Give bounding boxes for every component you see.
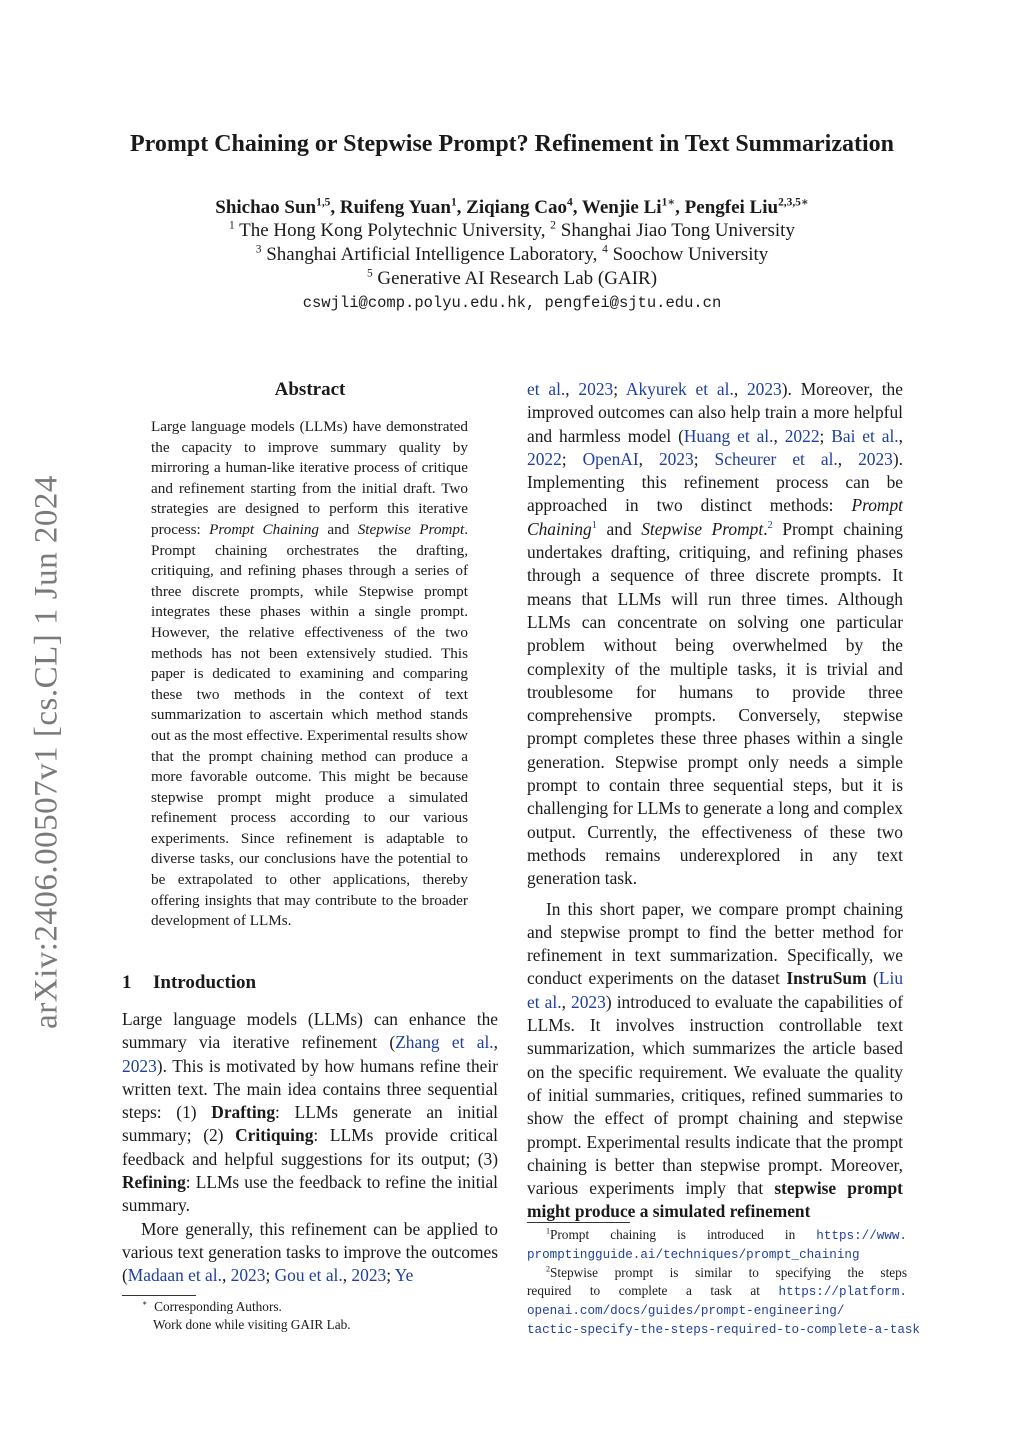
- affiliation-line-3: [0, 268, 1024, 290]
- citation-link[interactable]: 2023: [578, 379, 614, 399]
- footnote-line: [527, 1320, 920, 1339]
- citation-link[interactable]: Gou et al.: [274, 1265, 343, 1286]
- footnote-line: [527, 1301, 907, 1320]
- author-name: Wenjie Li: [581, 197, 662, 218]
- affiliation-name: Shanghai Artificial Intelligence Laboratory,: [261, 244, 603, 265]
- intro-paragraph-4: In this short paper, we compare prompt chaining and stepwise prompt to find the better method for refinement in text summarization. Specifically, we conduct experiments on the dataset InstruSum (Liu et al., 2023) introduced to evaluate the capabilities of LLMs. It involves instruction controllable text summarization, which summarizes the article based on the specific requirement. We evaluate the quality of initial summaries, critiques, refined summaries to show the effect of prompt chaining and stepwise prompt. Experimental results indicate that the prompt chaining is better than stepwise prompt. Moreover, various experiments imply that stepwise prompt might produce a simulated refinement: [527, 898, 904, 1222]
- right-column-body: [527, 378, 903, 1224]
- affiliation-number: 2: [550, 219, 556, 232]
- footnote-1: [527, 1226, 907, 1264]
- abstract-body: Large language models (LLMs) have demonstrated the capacity to improve summary quality by mirroring a human-like iterative process of critique and refinement starting from the initial draft. Two strategies are designed to perform this iterative process: Prompt Chaining and Stepwise Prompt. Prompt chaining orchestrates the drafting, critiquing, and refining phases through a series of three discrete prompts, while Stepwise prompt integrates these phases within a single prompt. However, the relative effectiveness of the two methods has not been extensively studied. This paper is dedicated to examining and comparing these two methods in the context of text summarization to ascertain which method stands out as the most effective. Experimental results show that the prompt chaining method can produce a more favorable outcome. This might be because stepwise prompt might produce a simulated refinement process according to our various experiments. Since refinement is adaptable to diverse tasks, our conclusions have the potential to be extrapolated to other applications, thereby offering insights that may contribute to the broader development of LLMs.: [151, 418, 468, 930]
- citation-link[interactable]: 2022: [784, 425, 820, 446]
- affiliation-number: 3: [255, 243, 262, 256]
- footnote-url-link[interactable]: https://platform.: [778, 1284, 907, 1299]
- citation-link[interactable]: Madaan et al.: [127, 1265, 222, 1286]
- intro-paragraph-3: et al., 2023; Akyurek et al., 2023). Moreover, the improved outcomes can also help train a more helpful and harmless model (Huang et al., 2022; Bai et al., 2022; OpenAI, 2023; Scheurer et al., 2023). Implementing this refinement process can be approached in two distinct methods: Prompt Chaining$^1$ and Stepwise Prompt.$^2$ Prompt chaining undertakes drafting, critiquing, and refining phases through a sequence of three discrete prompts. It means that LLMs will run three times. Although LLMs can concentrate on solving one particular problem without being overwhelmed by the complexity of the multiple tasks, it is trivial and troublesome for humans to provide three comprehensive prompts. Conversely, stepwise prompt completes these three phases within a single generation. Stepwise prompt only needs a simple prompt to contain three sequential steps, but it is challenging for LLMs to generate a long and complex output. Currently, the effectiveness of these two methods remains underexplored in any text generation task.: [527, 379, 903, 889]
- footnote-2: [527, 1264, 920, 1339]
- author-name: Shichao Sun: [215, 197, 317, 218]
- affiliation-name: The Hong Kong Polytechnic University,: [234, 220, 551, 241]
- affiliation-line-2: [0, 244, 1024, 266]
- footnote-text: Stepwise prompt is similar to specifying the steps: [549, 1265, 907, 1281]
- affiliation-number: 1: [229, 219, 235, 232]
- footnote-text: required to complete a task at: [527, 1282, 779, 1298]
- footnote-url-link[interactable]: https://www.: [816, 1229, 907, 1243]
- author-affiliation-marker: 1∗: [661, 196, 676, 209]
- author-name: Pengfei Liu: [684, 197, 779, 218]
- footnote-number: 2: [546, 1264, 550, 1274]
- footnote-text: Prompt chaining is introduced in: [549, 1227, 817, 1242]
- footnote-line: [527, 1264, 907, 1281]
- citation-link[interactable]: 2023: [230, 1265, 266, 1286]
- citation-link[interactable]: Akyurek et al.: [625, 379, 734, 399]
- affiliation-name: Generative AI Research Lab (GAIR): [372, 268, 658, 289]
- citation-link[interactable]: 2023: [658, 448, 694, 469]
- footnote-rule-right: [527, 1222, 630, 1223]
- footnote-text-1: Corresponding Authors.: [154, 1299, 282, 1314]
- affiliation-name: Soochow University: [607, 244, 769, 265]
- citation-link[interactable]: Zhang et al.: [395, 1032, 494, 1053]
- citation-link[interactable]: Scheurer et al.: [714, 448, 838, 469]
- citation-link[interactable]: 2023: [122, 1055, 157, 1076]
- author-emails: cswjli@comp.polyu.edu.hk, pengfei@sjtu.edu.cn: [302, 294, 722, 312]
- affiliation-number: 4: [602, 243, 608, 256]
- author-affiliation-marker: 1,5: [316, 196, 331, 209]
- author-affiliation-marker: 2,3,5∗: [778, 196, 809, 209]
- footnote-rule-left: [122, 1295, 196, 1296]
- citation-link[interactable]: Bai et al.: [831, 425, 899, 446]
- citation-link[interactable]: 2023: [571, 991, 606, 1012]
- intro-paragraph-1: Large language models (LLMs) can enhance the summary via iterative refinement (Zhang et al., 2023). This is motivated by how humans refine their written text. The main idea contains three sequential steps: (1) Drafting: LLMs generate an initial summary; (2) Critiquing: LLMs provide critical feedback and helpful suggestions for its output; (3) Refining: LLMs use the feedback to refine the initial summary.: [122, 1009, 499, 1216]
- citation-link[interactable]: 2023: [351, 1265, 387, 1286]
- footnote-url-link[interactable]: promptingguide.ai/techniques/prompt_chaining: [527, 1248, 860, 1263]
- citation-link[interactable]: Liu et al.: [527, 968, 904, 1012]
- footnote-url-link[interactable]: openai.com/docs/guides/prompt-engineering/: [527, 1303, 845, 1318]
- footnote-line: [527, 1226, 907, 1245]
- citation-link[interactable]: 2022: [527, 448, 562, 469]
- citation-link[interactable]: 2023: [746, 379, 782, 399]
- citation-link[interactable]: et al.: [527, 379, 566, 399]
- author-affiliation-marker: 4: [567, 196, 573, 209]
- intro-paragraph-2: More generally, this refinement can be applied to various text generation tasks to improve the outcomes (Madaan et al., 2023; Gou et al., 2023; Ye: [122, 1218, 498, 1286]
- author-name: Ziqiang Cao: [466, 197, 567, 218]
- footnote-text-2: Work done while visiting GAIR Lab.: [153, 1317, 351, 1332]
- section-heading-introduction: [122, 972, 256, 994]
- citation-link[interactable]: 2023: [858, 448, 893, 469]
- footnotes-right: [527, 1226, 920, 1339]
- footnote-line: [527, 1282, 907, 1301]
- left-column-body: [122, 1008, 498, 1288]
- footnote-line: [527, 1245, 907, 1264]
- citation-link[interactable]: 1: [591, 519, 597, 531]
- section-number: 1: [122, 972, 132, 993]
- footnote-url-link[interactable]: tactic-specify-the-steps-required-to-complete-a-task: [527, 1323, 920, 1338]
- paper-title: Prompt Chaining or Stepwise Prompt? Refinement in Text Summarization: [129, 131, 894, 157]
- abstract-heading: Abstract: [274, 379, 346, 400]
- author-affiliation-marker: 1: [450, 196, 457, 209]
- corresponding-author-footnote: [122, 1298, 498, 1334]
- affiliation-number: 5: [366, 267, 373, 280]
- author-name: Ruifeng Yuan: [339, 197, 451, 218]
- citation-link[interactable]: 2: [767, 519, 773, 531]
- affiliation-line-1: [0, 220, 1024, 242]
- affiliation-name: Shanghai Jiao Tong University: [556, 220, 795, 241]
- citation-link[interactable]: Ye: [394, 1265, 414, 1286]
- section-title: Introduction: [153, 972, 257, 993]
- author-list: Shichao Sun$^{1,5}$, Ruifeng Yuan$^1$, Ziqiang Cao$^4$, Wenjie $Li^{1∗}$, Pengfei Liu$^{2,3,5∗}$: [215, 196, 809, 218]
- footnote-mark: ∗: [142, 1298, 148, 1308]
- citation-link[interactable]: OpenAI: [582, 448, 639, 469]
- arxiv-identifier-text: arXiv:2406.00507v1 [cs.CL] 1 Jun 2024: [28, 475, 65, 1029]
- footnote-number: 1: [546, 1226, 550, 1236]
- citation-link[interactable]: Huang et al.: [683, 425, 774, 446]
